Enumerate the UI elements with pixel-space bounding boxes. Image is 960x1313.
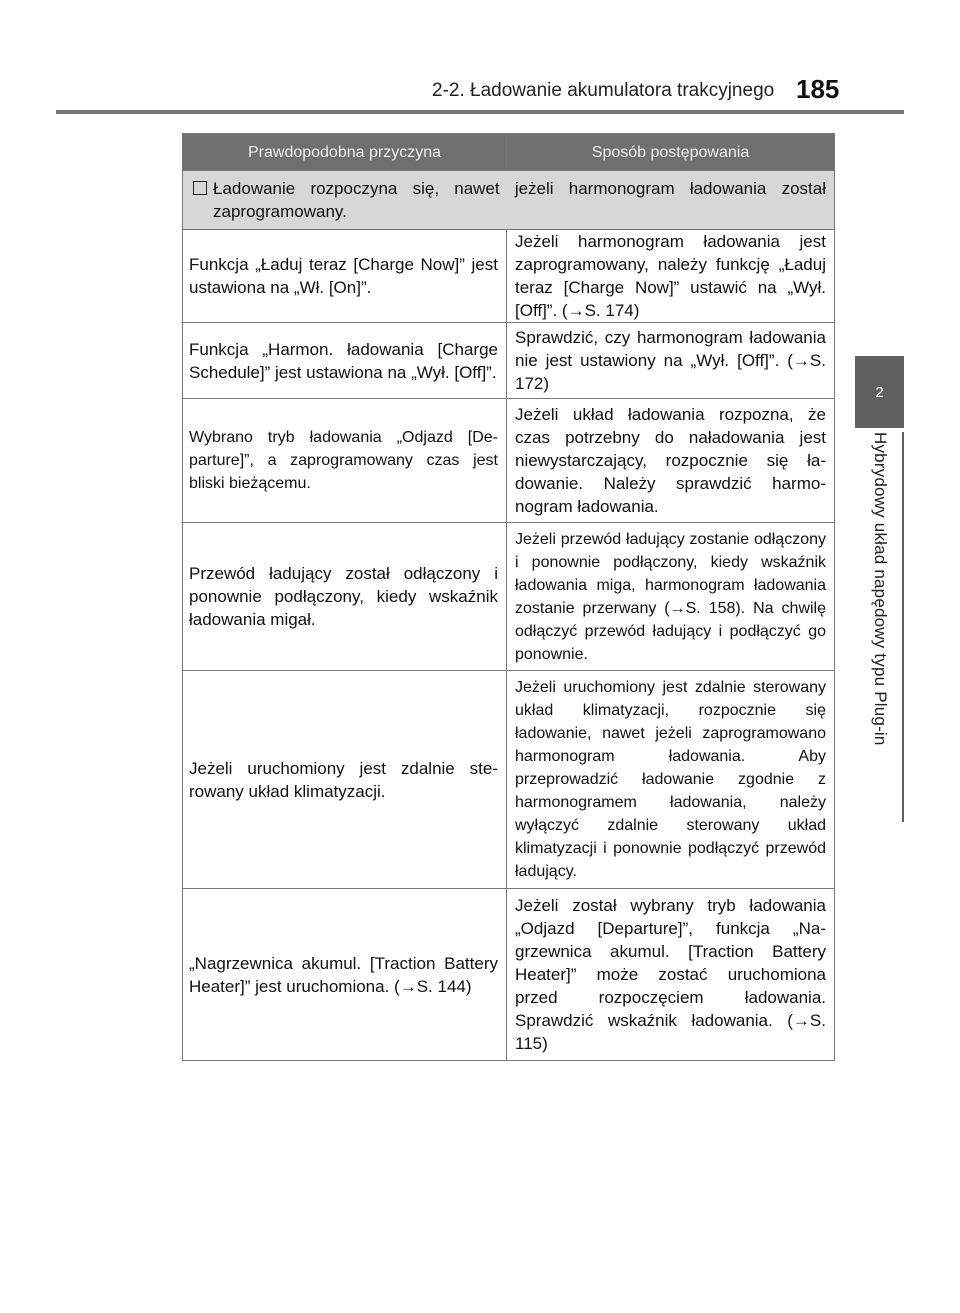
column-header-cause: Prawdopodobna przyczyna (183, 134, 507, 171)
section-title: 2-2. Ładowanie akumulatora trakcyjnego (432, 80, 775, 101)
table-row (183, 230, 835, 323)
symptom-cell (183, 171, 835, 230)
table-row (183, 399, 835, 523)
header-divider (56, 110, 904, 114)
cause-cell: „Nagrzewnica akumul. [Traction Battery Heater]” jest uruchomiona. (→S. 144) (183, 889, 507, 1061)
page-number: 185 (796, 74, 840, 104)
action-cell: Jeżeli układ ładowania rozpozna, że czas potrzebny do naładowania jest niewystarczający, rozpocznie się ładowanie. Należy sprawdzić harmonogram ładowania. (507, 399, 835, 523)
symptom-row (183, 171, 835, 230)
table-row (183, 889, 835, 1061)
chapter-tab-rule (902, 432, 904, 822)
troubleshooting-table (182, 133, 835, 1061)
cause-cell: Przewód ładujący został odłączony i ponownie podłączony, kiedy wskaźnik ładowania migał. (183, 523, 507, 671)
action-cell: Jeżeli harmonogram ładowania jest zaprogramowany, należy funkcję „Ładuj teraz [Charge Now]” ustawić na „Wył. [Off]”. (→S. 174) (507, 230, 835, 323)
symptom-text: Ładowanie rozpoczyna się, nawet jeżeli harmonogram ładowania został zaprogramowany. (213, 179, 826, 221)
table-row (183, 671, 835, 889)
cause-cell: Jeżeli uruchomiony jest zdalnie sterowany układ klimatyzacji. (183, 671, 507, 889)
action-cell: Jeżeli przewód ładujący zostanie odłączony i ponownie podłączony, kiedy wskaźnik ładowania miga, harmonogram ładowania zostanie przerwany (→S. 158). Na chwilę odłączyć przewód ładujący i podłączyć go ponownie. (507, 523, 835, 671)
action-cell: Sprawdzić, czy harmonogram ładowania nie jest ustawiony na „Wył. [Off]”. (→S. 172) (507, 323, 835, 399)
action-cell: Jeżeli uruchomiony jest zdalnie sterowany układ klimatyzacji, rozpocznie się ładowanie, nawet jeżeli zaprogramowano harmonogram ładowania. Aby przeprowadzić ładowanie zgodnie z harmonogramem ładowania, należy wyłączyć zdalnie sterowany układ klimatyzacji i ponownie podłączyć przewód ładujący. (507, 671, 835, 889)
table-row (183, 323, 835, 399)
table-header-row (183, 134, 835, 171)
checkbox-bullet-icon (193, 181, 207, 195)
table-row (183, 523, 835, 671)
chapter-tab-number: 2 (855, 356, 904, 428)
column-header-action: Sposób postępowania (507, 134, 835, 171)
action-cell: Jeżeli został wybrany tryb ładowania „Odjazd [Departure]”, funkcja „Nagrzewnica akumul. [Traction Battery Heater]” może zostać uruchomiona przed rozpoczęciem ładowania. Sprawdzić wskaźnik ładowania. (→S. 115) (507, 889, 835, 1061)
cause-cell: Wybrano tryb ładowania „Odjazd [Departure]”, a zaprogramowany czas jest bliski bieżącemu. (183, 399, 507, 523)
chapter-tab-label: Hybrydowy układ napędowy typu Plug-in (871, 432, 890, 746)
cause-cell: Funkcja „Harmon. ładowania [Charge Schedule]” jest ustawiona na „Wył. [Off]”. (183, 323, 507, 399)
cause-cell: Funkcja „Ładuj teraz [Charge Now]” jest ustawiona na „Wł. [On]”. (183, 230, 507, 323)
